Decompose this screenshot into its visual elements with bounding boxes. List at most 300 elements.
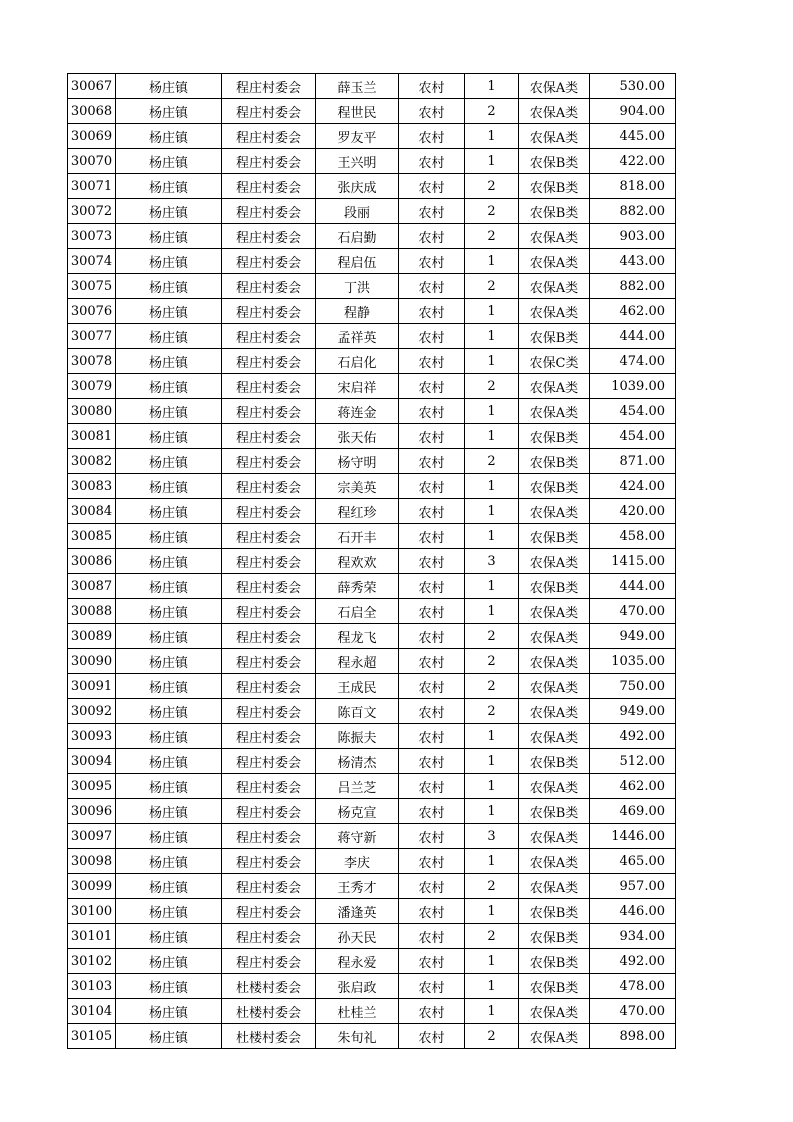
area-type-cell: 农村 — [399, 774, 465, 799]
record-id-cell: 30088 — [68, 599, 116, 624]
name-cell: 段丽 — [316, 199, 399, 224]
name-cell: 陈百文 — [316, 699, 399, 724]
insurance-category-cell: 农保B类 — [519, 424, 590, 449]
area-type-cell: 农村 — [399, 74, 465, 99]
name-cell: 罗友平 — [316, 124, 399, 149]
insurance-category-cell: 农保A类 — [519, 74, 590, 99]
insurance-category-cell: 农保B类 — [519, 149, 590, 174]
town-cell: 杨庄镇 — [116, 749, 222, 774]
town-cell: 杨庄镇 — [116, 1024, 222, 1049]
name-cell: 张启政 — [316, 974, 399, 999]
amount-cell: 462.00 — [590, 774, 676, 799]
town-cell: 杨庄镇 — [116, 999, 222, 1024]
insurance-category-cell: 农保B类 — [519, 324, 590, 349]
count-cell: 2 — [465, 274, 519, 299]
name-cell: 程龙飞 — [316, 624, 399, 649]
village-committee-cell: 程庄村委会 — [222, 624, 316, 649]
town-cell: 杨庄镇 — [116, 924, 222, 949]
town-cell: 杨庄镇 — [116, 874, 222, 899]
count-cell: 1 — [465, 424, 519, 449]
count-cell: 2 — [465, 199, 519, 224]
count-cell: 2 — [465, 1024, 519, 1049]
name-cell: 陈振夫 — [316, 724, 399, 749]
town-cell: 杨庄镇 — [116, 224, 222, 249]
area-type-cell: 农村 — [399, 474, 465, 499]
name-cell: 孟祥英 — [316, 324, 399, 349]
town-cell: 杨庄镇 — [116, 124, 222, 149]
table-row — [68, 999, 676, 1024]
count-cell: 2 — [465, 874, 519, 899]
record-id-cell: 30103 — [68, 974, 116, 999]
village-committee-cell: 程庄村委会 — [222, 224, 316, 249]
amount-cell: 478.00 — [590, 974, 676, 999]
insurance-category-cell: 农保A类 — [519, 699, 590, 724]
count-cell: 1 — [465, 749, 519, 774]
amount-cell: 420.00 — [590, 499, 676, 524]
insurance-category-cell: 农保A类 — [519, 1024, 590, 1049]
table-row — [68, 499, 676, 524]
name-cell: 程静 — [316, 299, 399, 324]
insurance-category-cell: 农保A类 — [519, 599, 590, 624]
village-committee-cell: 程庄村委会 — [222, 74, 316, 99]
area-type-cell: 农村 — [399, 899, 465, 924]
count-cell: 2 — [465, 449, 519, 474]
amount-cell: 1415.00 — [590, 549, 676, 574]
amount-cell: 422.00 — [590, 149, 676, 174]
area-type-cell: 农村 — [399, 699, 465, 724]
record-id-cell: 30077 — [68, 324, 116, 349]
name-cell: 薛秀荣 — [316, 574, 399, 599]
name-cell: 王秀才 — [316, 874, 399, 899]
count-cell: 3 — [465, 824, 519, 849]
name-cell: 吕兰芝 — [316, 774, 399, 799]
name-cell: 程永爱 — [316, 949, 399, 974]
area-type-cell: 农村 — [399, 974, 465, 999]
record-id-cell: 30096 — [68, 799, 116, 824]
village-committee-cell: 程庄村委会 — [222, 349, 316, 374]
count-cell: 1 — [465, 399, 519, 424]
table-row — [68, 649, 676, 674]
table-row — [68, 299, 676, 324]
town-cell: 杨庄镇 — [116, 449, 222, 474]
name-cell: 李庆 — [316, 849, 399, 874]
amount-cell: 469.00 — [590, 799, 676, 824]
insurance-category-cell: 农保A类 — [519, 674, 590, 699]
name-cell: 石启勤 — [316, 224, 399, 249]
record-id-cell: 30075 — [68, 274, 116, 299]
village-committee-cell: 程庄村委会 — [222, 874, 316, 899]
count-cell: 1 — [465, 849, 519, 874]
insurance-category-cell: 农保B类 — [519, 574, 590, 599]
record-id-cell: 30085 — [68, 524, 116, 549]
amount-cell: 949.00 — [590, 699, 676, 724]
insurance-category-cell: 农保A类 — [519, 124, 590, 149]
count-cell: 2 — [465, 649, 519, 674]
count-cell: 1 — [465, 74, 519, 99]
record-id-cell: 30097 — [68, 824, 116, 849]
name-cell: 潘逢英 — [316, 899, 399, 924]
insurance-category-cell: 农保B类 — [519, 974, 590, 999]
amount-cell: 446.00 — [590, 899, 676, 924]
village-committee-cell: 程庄村委会 — [222, 949, 316, 974]
amount-cell: 474.00 — [590, 349, 676, 374]
town-cell: 杨庄镇 — [116, 674, 222, 699]
area-type-cell: 农村 — [399, 1024, 465, 1049]
amount-cell: 465.00 — [590, 849, 676, 874]
count-cell: 2 — [465, 699, 519, 724]
document-page — [67, 73, 676, 1049]
amount-cell: 1446.00 — [590, 824, 676, 849]
insurance-category-cell: 农保B类 — [519, 949, 590, 974]
count-cell: 1 — [465, 499, 519, 524]
amount-cell: 903.00 — [590, 224, 676, 249]
count-cell: 2 — [465, 924, 519, 949]
amount-cell: 492.00 — [590, 949, 676, 974]
table-row — [68, 149, 676, 174]
area-type-cell: 农村 — [399, 599, 465, 624]
table-row — [68, 424, 676, 449]
name-cell: 程启伍 — [316, 249, 399, 274]
amount-cell: 445.00 — [590, 124, 676, 149]
insurance-category-cell: 农保A类 — [519, 249, 590, 274]
area-type-cell: 农村 — [399, 549, 465, 574]
name-cell: 杨守明 — [316, 449, 399, 474]
amount-cell: 957.00 — [590, 874, 676, 899]
record-id-cell: 30076 — [68, 299, 116, 324]
village-committee-cell: 杜楼村委会 — [222, 1024, 316, 1049]
count-cell: 1 — [465, 574, 519, 599]
village-committee-cell: 程庄村委会 — [222, 824, 316, 849]
area-type-cell: 农村 — [399, 124, 465, 149]
village-committee-cell: 程庄村委会 — [222, 449, 316, 474]
data-table — [67, 73, 676, 1049]
count-cell: 1 — [465, 149, 519, 174]
insurance-category-cell: 农保B类 — [519, 199, 590, 224]
record-id-cell: 30092 — [68, 699, 116, 724]
table-row — [68, 924, 676, 949]
table-row — [68, 674, 676, 699]
town-cell: 杨庄镇 — [116, 499, 222, 524]
name-cell: 杨克宣 — [316, 799, 399, 824]
table-row — [68, 524, 676, 549]
town-cell: 杨庄镇 — [116, 549, 222, 574]
area-type-cell: 农村 — [399, 724, 465, 749]
count-cell: 3 — [465, 549, 519, 574]
table-row — [68, 474, 676, 499]
insurance-category-cell: 农保B类 — [519, 474, 590, 499]
village-committee-cell: 程庄村委会 — [222, 599, 316, 624]
record-id-cell: 30068 — [68, 99, 116, 124]
town-cell: 杨庄镇 — [116, 424, 222, 449]
name-cell: 朱旬礼 — [316, 1024, 399, 1049]
insurance-category-cell: 农保A类 — [519, 274, 590, 299]
name-cell: 张天佑 — [316, 424, 399, 449]
town-cell: 杨庄镇 — [116, 724, 222, 749]
name-cell: 宗美英 — [316, 474, 399, 499]
village-committee-cell: 程庄村委会 — [222, 199, 316, 224]
table-body — [68, 74, 676, 1049]
town-cell: 杨庄镇 — [116, 299, 222, 324]
record-id-cell: 30087 — [68, 574, 116, 599]
name-cell: 王兴明 — [316, 149, 399, 174]
insurance-category-cell: 农保B类 — [519, 924, 590, 949]
insurance-category-cell: 农保A类 — [519, 299, 590, 324]
village-committee-cell: 杜楼村委会 — [222, 974, 316, 999]
table-row — [68, 274, 676, 299]
table-row — [68, 849, 676, 874]
table-row — [68, 574, 676, 599]
town-cell: 杨庄镇 — [116, 74, 222, 99]
amount-cell: 882.00 — [590, 199, 676, 224]
area-type-cell: 农村 — [399, 824, 465, 849]
name-cell: 程永超 — [316, 649, 399, 674]
town-cell: 杨庄镇 — [116, 574, 222, 599]
name-cell: 杨清杰 — [316, 749, 399, 774]
name-cell: 石开丰 — [316, 524, 399, 549]
town-cell: 杨庄镇 — [116, 649, 222, 674]
insurance-category-cell: 农保A类 — [519, 499, 590, 524]
count-cell: 2 — [465, 674, 519, 699]
record-id-cell: 30080 — [68, 399, 116, 424]
amount-cell: 934.00 — [590, 924, 676, 949]
insurance-category-cell: 农保B类 — [519, 449, 590, 474]
amount-cell: 512.00 — [590, 749, 676, 774]
area-type-cell: 农村 — [399, 749, 465, 774]
record-id-cell: 30078 — [68, 349, 116, 374]
table-row — [68, 99, 676, 124]
record-id-cell: 30098 — [68, 849, 116, 874]
record-id-cell: 30072 — [68, 199, 116, 224]
village-committee-cell: 程庄村委会 — [222, 249, 316, 274]
village-committee-cell: 程庄村委会 — [222, 574, 316, 599]
area-type-cell: 农村 — [399, 849, 465, 874]
village-committee-cell: 程庄村委会 — [222, 174, 316, 199]
area-type-cell: 农村 — [399, 499, 465, 524]
amount-cell: 871.00 — [590, 449, 676, 474]
amount-cell: 458.00 — [590, 524, 676, 549]
village-committee-cell: 程庄村委会 — [222, 124, 316, 149]
count-cell: 1 — [465, 124, 519, 149]
amount-cell: 898.00 — [590, 1024, 676, 1049]
count-cell: 1 — [465, 724, 519, 749]
insurance-category-cell: 农保C类 — [519, 349, 590, 374]
table-row — [68, 1024, 676, 1049]
amount-cell: 1035.00 — [590, 649, 676, 674]
village-committee-cell: 程庄村委会 — [222, 474, 316, 499]
table-row — [68, 224, 676, 249]
area-type-cell: 农村 — [399, 574, 465, 599]
amount-cell: 530.00 — [590, 74, 676, 99]
village-committee-cell: 程庄村委会 — [222, 374, 316, 399]
table-row — [68, 199, 676, 224]
area-type-cell: 农村 — [399, 349, 465, 374]
village-committee-cell: 程庄村委会 — [222, 749, 316, 774]
count-cell: 2 — [465, 624, 519, 649]
count-cell: 2 — [465, 224, 519, 249]
table-row — [68, 374, 676, 399]
table-row — [68, 549, 676, 574]
insurance-category-cell: 农保A类 — [519, 724, 590, 749]
town-cell: 杨庄镇 — [116, 274, 222, 299]
count-cell: 1 — [465, 349, 519, 374]
table-row — [68, 774, 676, 799]
town-cell: 杨庄镇 — [116, 599, 222, 624]
record-id-cell: 30074 — [68, 249, 116, 274]
record-id-cell: 30086 — [68, 549, 116, 574]
count-cell: 1 — [465, 974, 519, 999]
count-cell: 2 — [465, 374, 519, 399]
amount-cell: 424.00 — [590, 474, 676, 499]
insurance-category-cell: 农保A类 — [519, 399, 590, 424]
table-row — [68, 74, 676, 99]
table-row — [68, 724, 676, 749]
table-row — [68, 824, 676, 849]
insurance-category-cell: 农保A类 — [519, 849, 590, 874]
town-cell: 杨庄镇 — [116, 174, 222, 199]
insurance-category-cell: 农保B类 — [519, 174, 590, 199]
area-type-cell: 农村 — [399, 649, 465, 674]
name-cell: 石启全 — [316, 599, 399, 624]
area-type-cell: 农村 — [399, 99, 465, 124]
area-type-cell: 农村 — [399, 274, 465, 299]
village-committee-cell: 程庄村委会 — [222, 924, 316, 949]
village-committee-cell: 程庄村委会 — [222, 724, 316, 749]
count-cell: 1 — [465, 774, 519, 799]
insurance-category-cell: 农保A类 — [519, 999, 590, 1024]
record-id-cell: 30089 — [68, 624, 116, 649]
count-cell: 1 — [465, 949, 519, 974]
record-id-cell: 30091 — [68, 674, 116, 699]
record-id-cell: 30082 — [68, 449, 116, 474]
record-id-cell: 30084 — [68, 499, 116, 524]
name-cell: 程世民 — [316, 99, 399, 124]
town-cell: 杨庄镇 — [116, 199, 222, 224]
area-type-cell: 农村 — [399, 924, 465, 949]
table-row — [68, 449, 676, 474]
area-type-cell: 农村 — [399, 874, 465, 899]
village-committee-cell: 程庄村委会 — [222, 899, 316, 924]
insurance-category-cell: 农保A类 — [519, 224, 590, 249]
village-committee-cell: 程庄村委会 — [222, 499, 316, 524]
name-cell: 程欢欢 — [316, 549, 399, 574]
count-cell: 2 — [465, 99, 519, 124]
table-row — [68, 349, 676, 374]
amount-cell: 462.00 — [590, 299, 676, 324]
village-committee-cell: 程庄村委会 — [222, 649, 316, 674]
table-row — [68, 324, 676, 349]
area-type-cell: 农村 — [399, 149, 465, 174]
area-type-cell: 农村 — [399, 524, 465, 549]
area-type-cell: 农村 — [399, 799, 465, 824]
area-type-cell: 农村 — [399, 224, 465, 249]
record-id-cell: 30067 — [68, 74, 116, 99]
name-cell: 程红珍 — [316, 499, 399, 524]
insurance-category-cell: 农保A类 — [519, 624, 590, 649]
insurance-category-cell: 农保A类 — [519, 874, 590, 899]
table-row — [68, 799, 676, 824]
village-committee-cell: 程庄村委会 — [222, 424, 316, 449]
area-type-cell: 农村 — [399, 174, 465, 199]
amount-cell: 444.00 — [590, 574, 676, 599]
amount-cell: 750.00 — [590, 674, 676, 699]
insurance-category-cell: 农保A类 — [519, 824, 590, 849]
record-id-cell: 30069 — [68, 124, 116, 149]
area-type-cell: 农村 — [399, 399, 465, 424]
village-committee-cell: 程庄村委会 — [222, 149, 316, 174]
village-committee-cell: 程庄村委会 — [222, 99, 316, 124]
village-committee-cell: 程庄村委会 — [222, 324, 316, 349]
amount-cell: 470.00 — [590, 599, 676, 624]
record-id-cell: 30070 — [68, 149, 116, 174]
area-type-cell: 农村 — [399, 424, 465, 449]
name-cell: 石启化 — [316, 349, 399, 374]
area-type-cell: 农村 — [399, 324, 465, 349]
town-cell: 杨庄镇 — [116, 349, 222, 374]
town-cell: 杨庄镇 — [116, 149, 222, 174]
insurance-category-cell: 农保B类 — [519, 749, 590, 774]
town-cell: 杨庄镇 — [116, 474, 222, 499]
insurance-category-cell: 农保A类 — [519, 549, 590, 574]
record-id-cell: 30093 — [68, 724, 116, 749]
area-type-cell: 农村 — [399, 374, 465, 399]
amount-cell: 949.00 — [590, 624, 676, 649]
table-row — [68, 699, 676, 724]
town-cell: 杨庄镇 — [116, 624, 222, 649]
area-type-cell: 农村 — [399, 199, 465, 224]
town-cell: 杨庄镇 — [116, 99, 222, 124]
village-committee-cell: 程庄村委会 — [222, 774, 316, 799]
record-id-cell: 30099 — [68, 874, 116, 899]
insurance-category-cell: 农保A类 — [519, 649, 590, 674]
town-cell: 杨庄镇 — [116, 899, 222, 924]
record-id-cell: 30102 — [68, 949, 116, 974]
record-id-cell: 30105 — [68, 1024, 116, 1049]
record-id-cell: 30104 — [68, 999, 116, 1024]
name-cell: 薛玉兰 — [316, 74, 399, 99]
village-committee-cell: 程庄村委会 — [222, 399, 316, 424]
table-row — [68, 874, 676, 899]
table-row — [68, 624, 676, 649]
name-cell: 宋启祥 — [316, 374, 399, 399]
area-type-cell: 农村 — [399, 949, 465, 974]
town-cell: 杨庄镇 — [116, 799, 222, 824]
table-row — [68, 174, 676, 199]
count-cell: 1 — [465, 899, 519, 924]
count-cell: 1 — [465, 249, 519, 274]
amount-cell: 470.00 — [590, 999, 676, 1024]
town-cell: 杨庄镇 — [116, 949, 222, 974]
village-committee-cell: 程庄村委会 — [222, 699, 316, 724]
record-id-cell: 30101 — [68, 924, 116, 949]
village-committee-cell: 程庄村委会 — [222, 524, 316, 549]
count-cell: 1 — [465, 474, 519, 499]
town-cell: 杨庄镇 — [116, 974, 222, 999]
amount-cell: 444.00 — [590, 324, 676, 349]
insurance-category-cell: 农保B类 — [519, 524, 590, 549]
town-cell: 杨庄镇 — [116, 699, 222, 724]
amount-cell: 1039.00 — [590, 374, 676, 399]
count-cell: 1 — [465, 299, 519, 324]
table-row — [68, 599, 676, 624]
table-row — [68, 949, 676, 974]
name-cell: 蒋守新 — [316, 824, 399, 849]
amount-cell: 882.00 — [590, 274, 676, 299]
town-cell: 杨庄镇 — [116, 374, 222, 399]
insurance-category-cell: 农保B类 — [519, 799, 590, 824]
village-committee-cell: 程庄村委会 — [222, 849, 316, 874]
insurance-category-cell: 农保A类 — [519, 774, 590, 799]
town-cell: 杨庄镇 — [116, 824, 222, 849]
